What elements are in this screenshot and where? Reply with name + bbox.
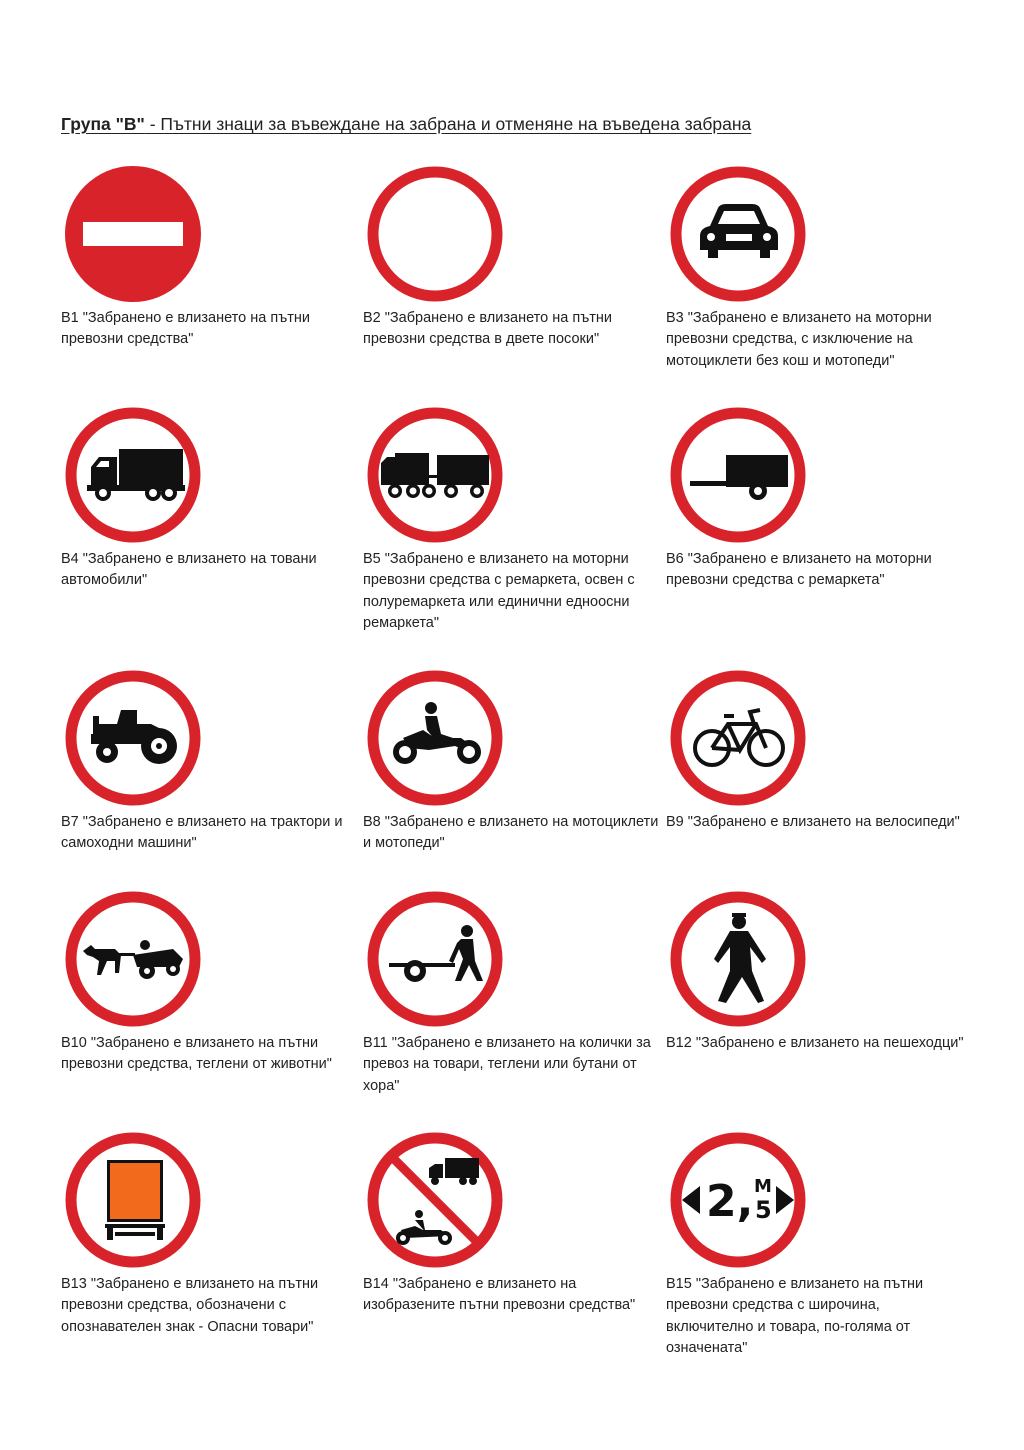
sign-caption: В12 "Забранено е влизането на пешеходци" [666,1035,964,1051]
sign-caption: В9 "Забранено е влизането на велосипеди" [666,814,960,830]
truck-and-motorcycle-crossed-icon [365,1130,505,1270]
handcart-icon [365,889,505,1029]
sign-caption: В6 "Забранено е влизането на моторни превозни средства с ремаркета" [666,551,932,589]
sign-caption: В5 "Забранено е влизането на моторни превозни средства с ремаркета, освен с полуремаркета или единични едноосни ремаркета" [363,551,635,631]
width-limit-icon [668,1130,808,1270]
horse-cart-icon [63,889,203,1029]
sign-caption: В13 "Забранено е влизането на пътни превозни средства, обозначени с опознавателен знак - Опасни товари" [61,1276,319,1335]
width-unit: М [754,1176,772,1197]
motorcycle-icon [365,668,505,808]
empty-prohibition-circle-icon [365,164,505,304]
sign-caption: В3 "Забранено е влизането на моторни превозни средства, с изключение на мотоциклети без кош и мотопеди" [666,310,932,369]
width-decimal: 5 [755,1196,772,1224]
width-number: 2, [706,1176,754,1227]
sign-caption: В15 "Забранено е влизането на пътни превозни средства с широчина, включително и товара, по-голяма от означената" [666,1276,924,1356]
sign-caption: В8 "Забранено е влизането на мотоциклети и мотопеди" [363,814,659,852]
group-label: Група "В" [61,114,145,134]
tractor-icon [63,668,203,808]
car-icon [668,164,808,304]
pedestrian-icon [668,889,808,1029]
bicycle-icon [668,668,808,808]
heading-title: - Пътни знаци за въвеждане на забрана и отменяне на въведена забрана [144,114,752,134]
sign-caption: В2 "Забранено е влизането на пътни превозни средства в двете посоки" [363,310,612,348]
page-heading [61,112,961,136]
sign-caption: В1 "Забранено е влизането на пътни превозни средства" [61,310,310,348]
sign-caption: В10 "Забранено е влизането на пътни превозни средства, теглени от животни" [61,1035,332,1073]
sign-caption: В7 "Забранено е влизането на трактори и самоходни машини" [61,814,343,852]
trailer-icon [668,405,808,545]
sign-caption: В14 "Забранено е влизането на изобразените пътни превозни средства" [363,1276,636,1314]
truck-with-trailer-icon [365,405,505,545]
truck-icon [63,405,203,545]
sign-caption: В11 "Забранено е влизането на колички за превоз на товари, теглени или бутани от хора" [363,1035,651,1094]
sign-caption: В4 "Забранено е влизането на товани автомобили" [61,551,317,589]
no-entry-icon [63,164,203,304]
dangerous-goods-truck-icon [63,1130,203,1270]
